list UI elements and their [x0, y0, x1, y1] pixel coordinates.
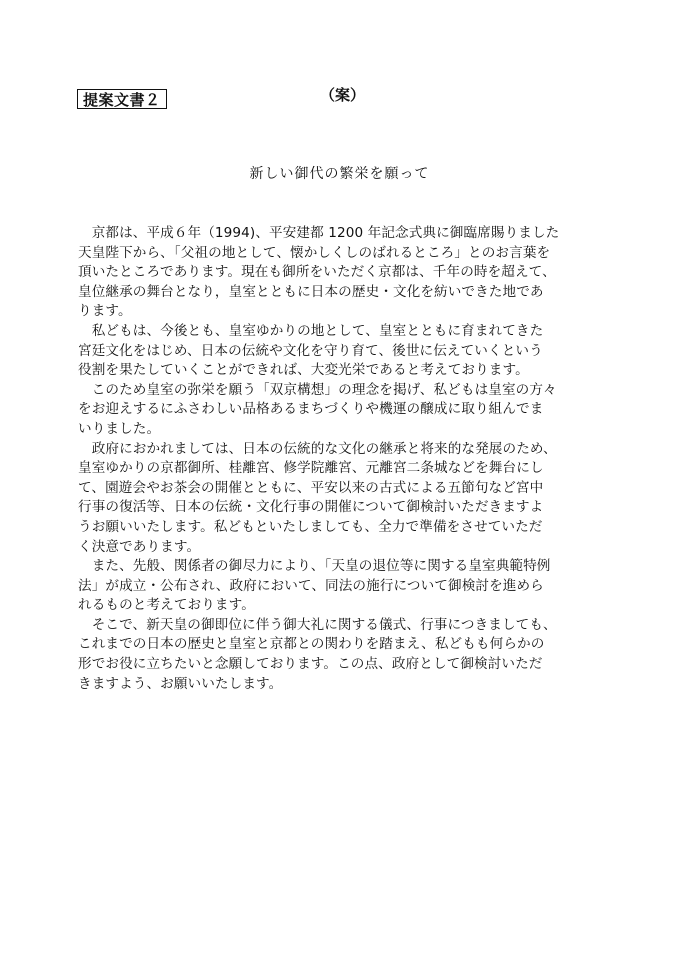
body-line: 京都は、平成６年（1994)、平安建都 1200 年記念式典に御臨席賜りました — [78, 225, 560, 241]
body-line: れるものと考えております。 — [78, 597, 255, 614]
body-line: うお願いいたします。私どもといたしましても、全力で準備をさせていただ — [78, 518, 543, 535]
body-line: 頂いたところであります。現在も御所をいただく京都は、千年の時を超えて、 — [78, 264, 556, 281]
body-line: 政府におかれましては、日本の伝統的な文化の継承と将来的な発展のため、 — [78, 440, 557, 457]
body-line: 皇位継承の舞台となり，皇室とともに日本の歴史・文化を紡いできた地であ — [78, 283, 544, 300]
body-line: いりました。 — [78, 420, 161, 437]
body-line: 形でお役に立ちたいと念願しております。この点、政府として御検討いただ — [78, 656, 543, 673]
body-line: ります。 — [78, 303, 132, 320]
body-line: 天皇陛下から、「父祖の地として、懐かしくしのばれるところ」とのお言葉を — [78, 244, 551, 261]
body-line: 宮廷文化をはじめ、日本の伝統や文化を守り育て、後世に伝えていくという — [78, 342, 543, 359]
document-label: 提案文書２ — [77, 89, 167, 109]
body-line: 私どもは、今後とも、皇室ゆかりの地として、皇室とともに育まれてきた — [78, 322, 544, 339]
body-line: 法」が成立・公布され、政府において、同法の施行について御検討を進めら — [78, 577, 544, 594]
body-line: このため皇室の弥栄を願う「双京構想」の理念を掲げ、私どもは皇室の方々 — [78, 381, 557, 398]
body-line: 役割を果たしていくことができれば、大変光栄であると考えております。 — [78, 362, 529, 379]
body-line: て、園遊会やお茶会の開催とともに、平安以来の古式による五節句など宮中 — [78, 479, 544, 496]
body-line: く決意であります。 — [78, 538, 201, 555]
body-line: きますよう、お願いいたします。 — [78, 675, 283, 692]
body-line: 皇室ゆかりの京都御所、桂離宮、修学院離宮、元離宮二条城などを舞台にし — [78, 460, 544, 477]
body-line: 行事の復活等、日本の伝統・文化行事の開催について御検討いただきますよ — [78, 499, 544, 516]
body-line: そこで、新天皇の御即位に伴う御大礼に関する儀式、行事につきましても、 — [78, 616, 557, 633]
body-line: これまでの日本の歴史と皇室と京都との関わりを踏まえ、私どもも何らかの — [78, 636, 545, 653]
body-line: をお迎えするにふさわしい品格あるまちづくりや機運の醸成に取り組んでま — [78, 401, 544, 418]
document-body — [78, 224, 602, 694]
draft-mark: （案） — [320, 86, 366, 104]
document-title: 新しい御代の繁栄を願って — [249, 166, 430, 182]
body-line: また、先般、関係者の御尽力により、「天皇の退位等に関する皇室典範特例 — [78, 558, 551, 575]
